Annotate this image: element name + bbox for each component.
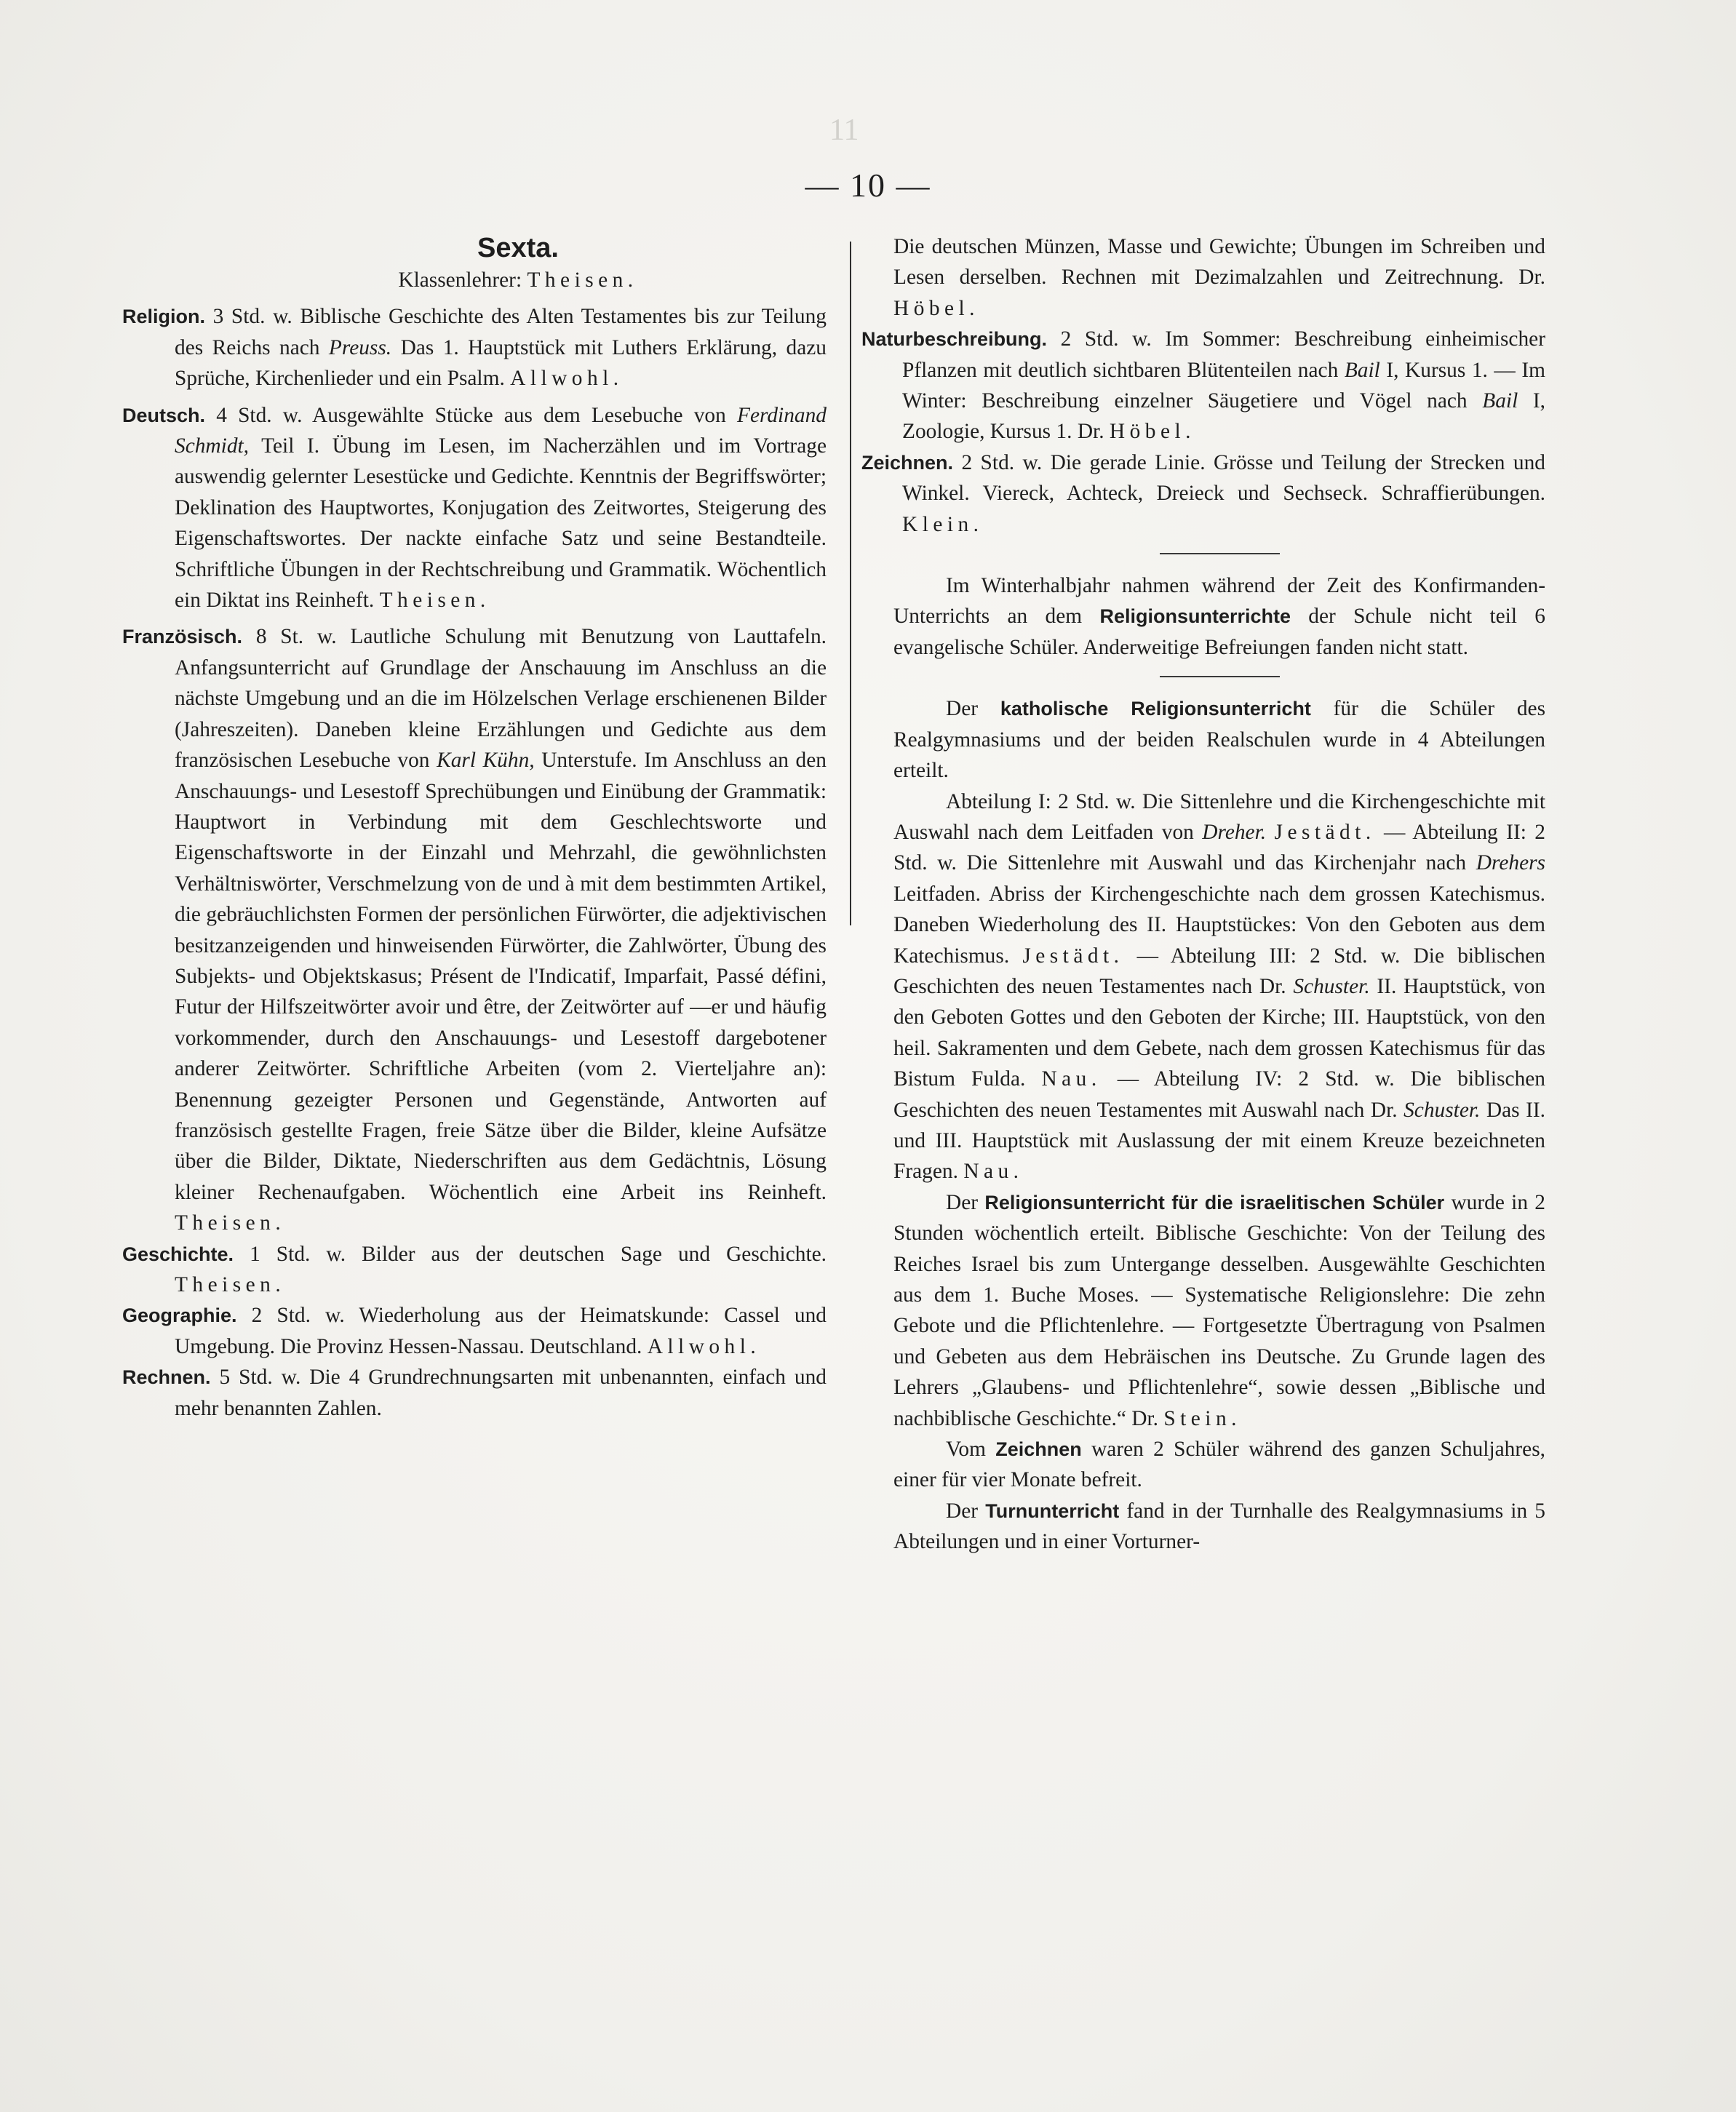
subject-heading: Französisch. [122,626,243,648]
subject-heading: Naturbeschreibung. [861,328,1048,351]
teacher-name: Theisen. [175,1211,286,1235]
subject-geographie: Geographie. 2 Std. w. Wiederholung aus der Heimatskunde: Cassel und Umgebung. Die Provinz Hessen-Nassau. Deutschland. Allwohl. [122,1304,827,1358]
subject-rechnen: Rechnen. 5 Std. w. Die 4 Grundrechnungsarten mit unbenannten, einfach und mehr benannten Zahlen. [122,1366,827,1420]
subject-deutsch: Deutsch. 4 Std. w. Ausgewählte Stücke aus dem Lesebuche von Ferdinand Schmidt, Teil I. Übung im Lesen, im Nacherzählen und im Vortrage auswendig gelernter Lesestücke und Gedichte. Kenntnis der Begriffswörter; Deklination des Hauptwortes, Konjugation des Zeitwortes, Steigerung des Eigenschaftswortes. Der nackte einfache Satz und seine Bestandteile. Schriftliche Übungen in der Rechtschreibung und Grammatik. Wöchentlich ein Diktat ins Reinheft. Theisen. [122,403,827,613]
israelite-religion-paragraph: Der Religionsunterricht für die israelitischen Schüler wurde in 2 Stunden wöchentlich erteilt. Biblische Geschichte: Von der Teilung des Reiches Israel bis zum Untergange desselben. Ausgewählte Geschichten aus dem 1. Buche Moses. — Systematische Religionslehre: Die zehn Gebote und die Pflichtenlehre. — Fortgesetzte Übertragung von Psalmen und Gebeten aus dem Hebräischen ins Deutsche. Zu Grunde lagen des Lehrers „Glaubens- und Pflichtenlehre“, sowie dessen „Biblische und nachbiblische Geschichte.“ Dr. Stein. [893,1190,1545,1430]
teacher-name: Stein. [1163,1406,1241,1430]
section-title: Sexta. [477,233,559,263]
subject-geschichte: Geschichte. 1 Std. w. Bilder aus der deutschen Sage und Geschichte. Theisen. [122,1242,827,1296]
abteilungen-paragraph: Abteilung I: 2 Std. w. Die Sittenlehre und die Kirchengeschichte mit Auswahl nach dem Leitfaden von Dreher. Jestädt. — Abteilung II: 2 Std. w. Die Sittenlehre mit Auswahl und das Kirchenjahr nach Drehers Leitfaden. Abriss der Kirchengeschichte nach dem grossen Katechismus. Daneben Wiederholung des II. Hauptstückes: Von den Geboten aus dem Katechismus. Jestädt. — Abteilung III: 2 Std. w. Die biblischen Geschichten des neuen Testamentes nach Dr. Schuster. II. Hauptstück, von den Geboten Gottes und den Geboten der Kirche; III. Hauptstück, von den heil. Sakramenten und dem Gebete, nach dem grossen Katechismus für das Bistum Fulda. Nau. — Abteilung IV: 2 Std. w. Die biblischen Geschichten des neuen Testamentes mit Auswahl nach Dr. Schuster. Das II. und III. Hauptstück mit Auslassung der mit einem Kreuze bezeichneten Fragen. Nau. [893,789,1546,1184]
subject-religion: Religion. 3 Std. w. Biblische Geschichte des Alten Testamentes bis zur Teilung des Reichs nach Preuss. Das 1. Hauptstück mit Luthers Erklärung, dazu Sprüche, Kirchenlieder und ein Psalm. Allwohl. [122,305,827,391]
teacher-name: Klein. [902,512,984,536]
subject-heading: Geographie. [122,1304,237,1327]
subject-heading: Rechnen. [122,1366,211,1389]
teacher-name: Nau. [963,1160,1024,1184]
teacher-name: Theisen. [379,589,490,613]
teacher-name: Allwohl. [647,1334,761,1358]
teacher-name: Allwohl. [510,367,624,391]
subject-zeichnen: Zeichnen. 2 Std. w. Die gerade Linie. Grösse und Teilung der Strecken und Winkel. Viereck, Achteck, Dreieck und Sechseck. Schraffierübungen. Klein. [861,450,1545,536]
section-rule [1160,553,1280,554]
page-number: — 10 — [805,167,931,204]
subject-naturbeschreibung: Naturbeschreibung. 2 Std. w. Im Sommer: Beschreibung einheimischer Pflanzen mit deutlich sichtbaren Blütenteilen nach Bail I, Kursus 1. — Im Winter: Beschreibung einzelner Säugetiere und Vögel nach Bail I, Zoologie, Kursus 1. Dr. Höbel. [861,327,1546,444]
class-teacher-line: Klassenlehrer: Theisen. [398,268,638,292]
rechnen-continuation: Die deutschen Münzen, Masse und Gewichte; Übungen im Schreiben und Lesen derselben. Rechnen mit Dezimalzahlen und Zeitrechnung. Dr. Höbel. [893,235,1545,320]
subject-franzoesisch: Französisch. 8 St. w. Lautliche Schulung mit Benutzung von Lauttafeln. Anfangsunterricht auf Grundlage der Anschauung im Anschluss an die nächste Umgebung und an die im Hölzelschen Verlage erschienenen Bilder (Jahreszeiten). Daneben kleine Erzählungen und Gedichte aus dem französischen Lesebuche von Karl Kühn, Unterstufe. Im Anschluss an den Anschauungs- und Lesestoff Sprechübungen und Einübung der Grammatik: Hauptwort in Verbindung mit dem Geschlechtsworte und Eigenschaftsworte in der Einzahl und Mehrzahl, die gewöhnlichsten Verhältniswörter, Verschmelzung von de und à mit dem bestimmten Artikel, die gebräuchlichsten Formen der persönlichen Fürwörter, die adjektivischen besitzanzeigenden und hinweisenden Fürwörter, die Zahlwörter, Übung des Subjekts- und Objektskasus; Présent de l'Indicatif, Imparfait, Passé défini, Futur der Hilfszeitwörter avoir und être, der Zeitwörter auf —er und häufig vorkommender, durch den Anschauungs- und Lesestoff dargebotener anderer Zeitwörter. Schriftliche Arbeiten (vom 2. Vierteljahre an): Benennung gezeigter Personen und Gegenstände, Antworten auf französisch gestellte Fragen, freie Sätze über die Bilder, kleine Aufsätze über die Bilder, Diktate, Niederschriften aus dem Gedächtnis, Lösung kleiner Rechenaufgaben. Wöchentlich eine Arbeit ins Reinheft. Theisen. [122,625,827,1235]
drawing-exemption-paragraph: Vom Zeichnen waren 2 Schüler während des ganzen Schuljahres, einer für vier Monate befreit. [893,1438,1545,1492]
subject-heading: Religion. [122,306,205,328]
teacher-name: Nau. [1041,1067,1102,1091]
left-column [122,231,827,1424]
teacher-name: Jestädt. [1274,820,1376,844]
teacher-name: Höbel. [1109,420,1195,444]
bleed-through-page-number: 11 [829,113,859,147]
gymnastics-paragraph: Der Turnunterricht fand in der Turnhalle des Realgymnasiums in 5 Abteilungen und in einer Vorturner- [893,1499,1546,1554]
subject-heading: Geschichte. [122,1243,234,1265]
teacher-name: Theisen. [175,1273,286,1296]
teacher-name: Höbel. [893,296,979,320]
subject-heading: Deutsch. [122,404,206,426]
teacher-name: Jestädt. [1022,944,1124,968]
winter-note: Im Winterhalbjahr nahmen während der Zeit des Konfirmanden-Unterrichts an dem Religionsunterrichte der Schule nicht teil 6 evangelische Schüler. Anderweitige Befreiungen fanden nicht statt. [893,574,1545,659]
subject-heading: Zeichnen. [861,451,954,474]
column-divider [850,242,851,925]
teacher-name: Theisen. [527,268,638,292]
right-column [861,231,1546,1558]
section-rule [1160,676,1280,677]
catholic-religion-paragraph: Der katholische Religionsunterricht für die Schüler des Realgymnasiums und der beiden Realschulen wurde in 4 Abteilungen erteilt. [893,697,1546,783]
